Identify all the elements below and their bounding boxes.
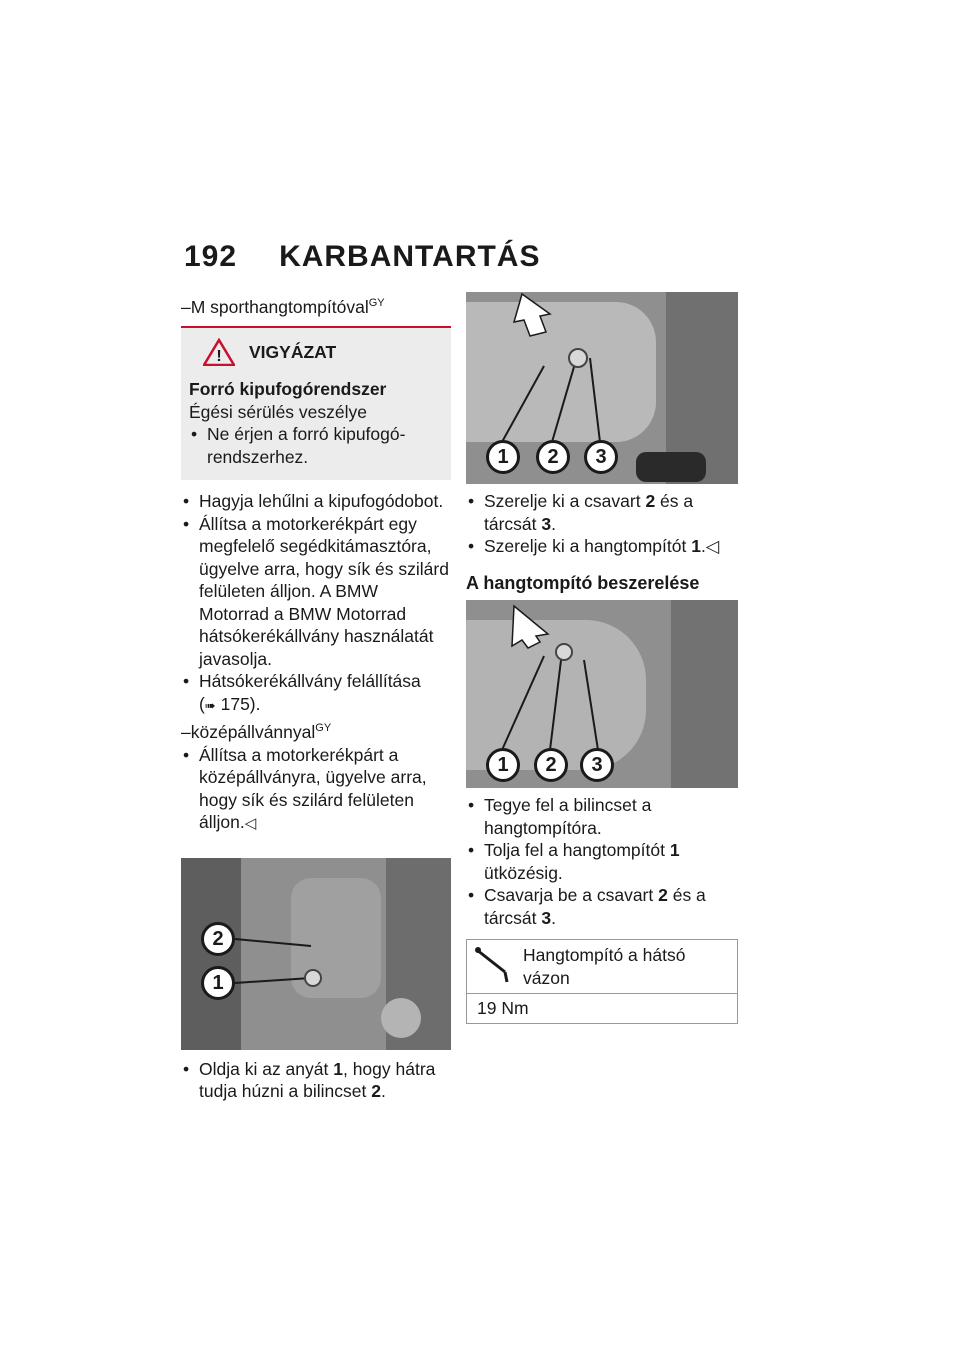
warning-triangle-icon [203, 338, 235, 366]
chapter-title: KARBANTARTÁS [279, 240, 541, 273]
subheading-center-stand: –középállvánnyal$^{GY}$ [181, 722, 332, 743]
section-title-install: A hangtompító beszerelése [466, 572, 700, 593]
step-stand: • Állítsa a motorkerékpárt egy megfelelő segédkitámasztóra, ügyelve arra, hogy sík és szilárd felületen álljon. A BMW Motorrad a BMW Motorrad hátsókerékállvány használatát javasolja. [181, 513, 451, 671]
page-reference[interactable]: (➠ 175). [199, 693, 261, 714]
warning-heading [203, 338, 443, 366]
step-fit-clamp: • Tegye fel a bilincset a hangtompítóra. [466, 794, 738, 839]
subheading-sport-muffler: –M sporthangtompítóval$^{GY}$ [181, 296, 385, 317]
figure-install [466, 600, 738, 788]
callout-1: 1 [201, 966, 235, 1000]
step-rear-stand: • Hátsókerékállvány felállítása [181, 670, 451, 693]
warning-title: Forró kipufogórendszer [189, 379, 387, 400]
figure-leader-lines [181, 858, 451, 1050]
callout-3: 3 [580, 748, 614, 782]
torque-row-label [467, 940, 737, 994]
step-center-stand: • Állítsa a motorkerékpárt a középállványra, ügyelve arra, hogy sík és szilárd felületen álljon.◁ [181, 744, 451, 836]
figure-clamp-nut [181, 858, 451, 1050]
warning-bullet: • Ne érjen a forró kipufogó-rendszerhez. [189, 423, 443, 468]
warning-text: Égési sérülés veszélye [189, 401, 367, 422]
step-loosen-nut: • Oldja ki az anyát 1, hogy hátra tudja húzni a bilincset 2. [181, 1058, 451, 1103]
callout-2: 2 [201, 922, 235, 956]
steps-list-2 [181, 1058, 451, 1103]
steps-install [466, 794, 738, 929]
figure-removal [466, 292, 738, 484]
step-install-screw: • Csavarja be a csavart 2 és a tárcsát 3. [466, 884, 738, 929]
warning-label: VIGYÁZAT [249, 342, 337, 363]
left-column [181, 292, 451, 1103]
torque-wrench-icon [473, 944, 513, 984]
svg-text:!: ! [216, 348, 222, 366]
step-push-muffler: • Tolja fel a hangtompítót 1 ütközésig. [466, 839, 738, 884]
steps-removal [466, 490, 738, 558]
step-cool-down: • Hagyja lehűlni a kipufogódobot. [181, 490, 451, 513]
reference-arrow-icon: ➠ [204, 697, 216, 713]
end-mark-icon: ◁ [244, 815, 257, 833]
page-number: 192 [184, 240, 238, 273]
right-column [466, 292, 738, 1024]
callout-1: 1 [486, 748, 520, 782]
step-remove-screw: • Szerelje ki a csavart 2 és a tárcsát 3. [466, 490, 738, 535]
callout-3: 3 [584, 440, 618, 474]
torque-label: Hangtompító a hátsó vázon [523, 945, 686, 988]
page-header [184, 240, 540, 274]
warning-box [181, 328, 451, 480]
steps-list-1 [181, 490, 451, 835]
torque-value: 19 Nm [477, 998, 529, 1018]
callout-2: 2 [536, 440, 570, 474]
callout-2: 2 [534, 748, 568, 782]
callout-1: 1 [486, 440, 520, 474]
torque-table [466, 939, 738, 1024]
step-remove-muffler: • Szerelje ki a hangtompítót 1.◁ [466, 535, 738, 558]
